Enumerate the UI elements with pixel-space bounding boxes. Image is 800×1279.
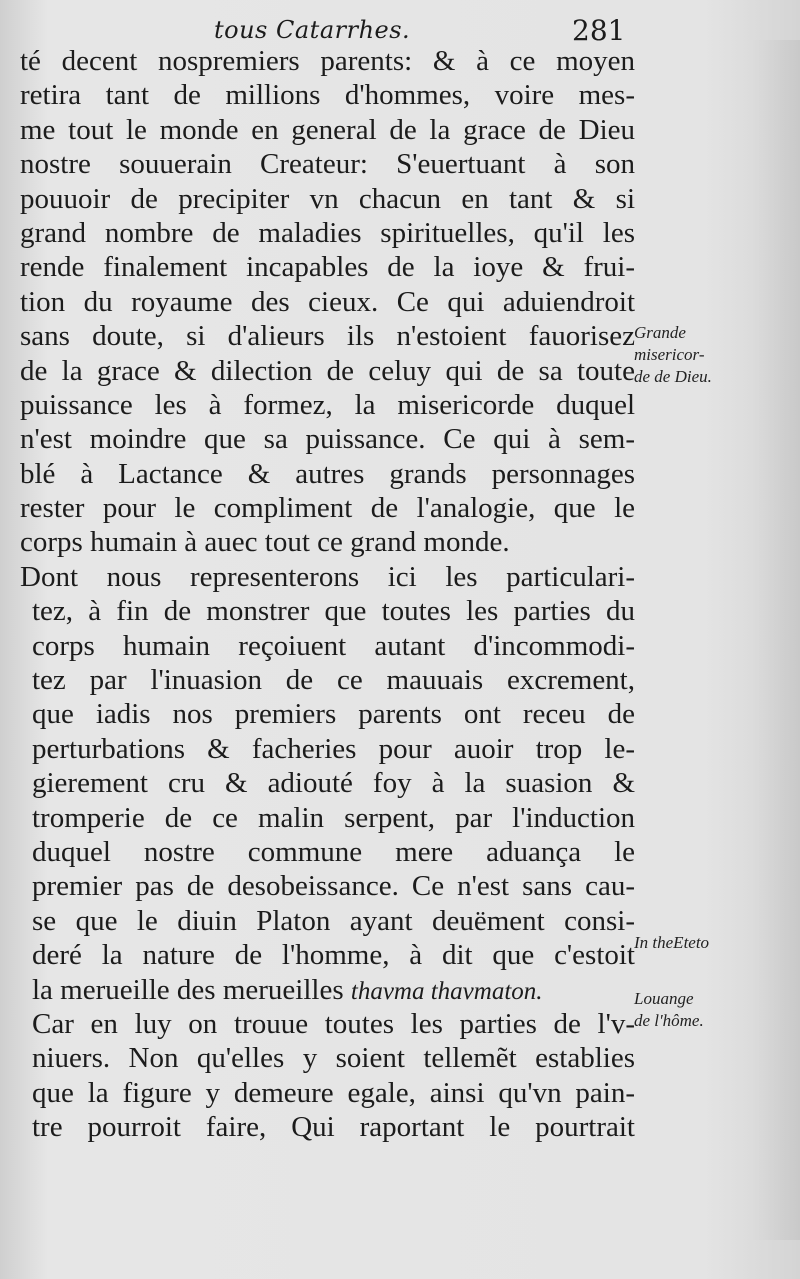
text-line: se que le diuin Platon ayant deuëment consi- (32, 904, 635, 937)
body-text (20, 44, 635, 1145)
margin-note-line: misericor- (634, 345, 705, 364)
text-line: n'est moindre que sa puissance. Ce qui à sem- (20, 423, 635, 456)
margin-note-line: de l'hôme. (634, 1011, 704, 1030)
text-line: sans doute, si d'alieurs ils n'estoient fauorisez (20, 320, 635, 353)
margin-note-line: de de Dieu. (634, 367, 712, 386)
margin-note-line: Louange (634, 989, 694, 1008)
text-line: deré la nature de l'homme, à dit que c'estoit (32, 939, 635, 972)
text-line: tion du royaume des cieux. Ce qui aduiendroit (20, 285, 635, 318)
text-line: retira tant de millions d'hommes, voire mes- (20, 79, 635, 112)
text-line: rende finalement incapables de la ioye & frui- (20, 251, 635, 284)
text-line: rester pour le compliment de l'analogie, que le (20, 492, 635, 525)
text-line: premier pas de desobeissance. Ce n'est sans cau- (32, 870, 635, 903)
text-line: Dont nous representerons ici les particulari- (20, 560, 635, 593)
margin-note-line: In theEteto (634, 933, 710, 952)
text-line: niuers. Non qu'elles y soient tellemẽt establies (32, 1042, 635, 1075)
text-line: tez par l'inuasion de ce mauuais excrement, (32, 664, 635, 697)
text-line: Car en luy on trouue toutes les parties de l'v- (32, 1007, 635, 1040)
text-line: tromperie de ce malin serpent, par l'induction (32, 801, 635, 834)
text-line: perturbations & facheries pour auoir trop le- (32, 732, 635, 765)
text-line: corps humain reçoiuent autant d'incommodi- (32, 629, 635, 662)
greek-phrase: thavma thavmaton. (350, 977, 543, 1005)
text-line: me tout le monde en general de la grace de Dieu (20, 113, 635, 146)
page-edge-shadow (752, 40, 800, 1240)
page-number: 281 (572, 14, 626, 47)
text-segment: la merueille des merueilles (32, 973, 344, 1006)
text-line: pouuoir de precipiter vn chacun en tant & si (20, 182, 635, 215)
text-line: té decent nospremiers parents: & à ce moyen (20, 45, 635, 77)
text-line: tez, à fin de monstrer que toutes les parties du (32, 595, 635, 628)
text-line-with-greek (20, 973, 635, 1007)
text-line: que la figure y demeure egale, ainsi qu'vn pain- (32, 1076, 635, 1109)
running-title: tous Catarrhes. (214, 16, 411, 44)
text-line: duquel nostre commune mere aduança le (32, 835, 635, 868)
margin-note-grande-misericorde (634, 322, 712, 388)
text-line: nostre souuerain Createur: S'euertuant à son (20, 148, 635, 181)
text-line: grand nombre de maladies spirituelles, qu'il les (20, 216, 635, 249)
text-line: gierement cru & adiouté foy à la suasion & (32, 767, 635, 800)
text-line: que iadis nos premiers parents ont receu de (32, 698, 635, 731)
margin-note-line: Grande (634, 323, 686, 342)
text-line: tre pourroit faire, Qui raportant le pourtrait (32, 1111, 635, 1144)
text-line: de la grace & dilection de celuy qui de sa toute (20, 354, 635, 387)
text-line: corps humain à auec tout ce grand monde. (20, 526, 510, 559)
text-line: blé à Lactance & autres grands personnages (20, 457, 635, 490)
text-line: puissance les à formez, la misericorde duquel (20, 388, 635, 421)
margin-note-louange (634, 988, 704, 1032)
margin-note-in-theaeteto (634, 932, 709, 954)
